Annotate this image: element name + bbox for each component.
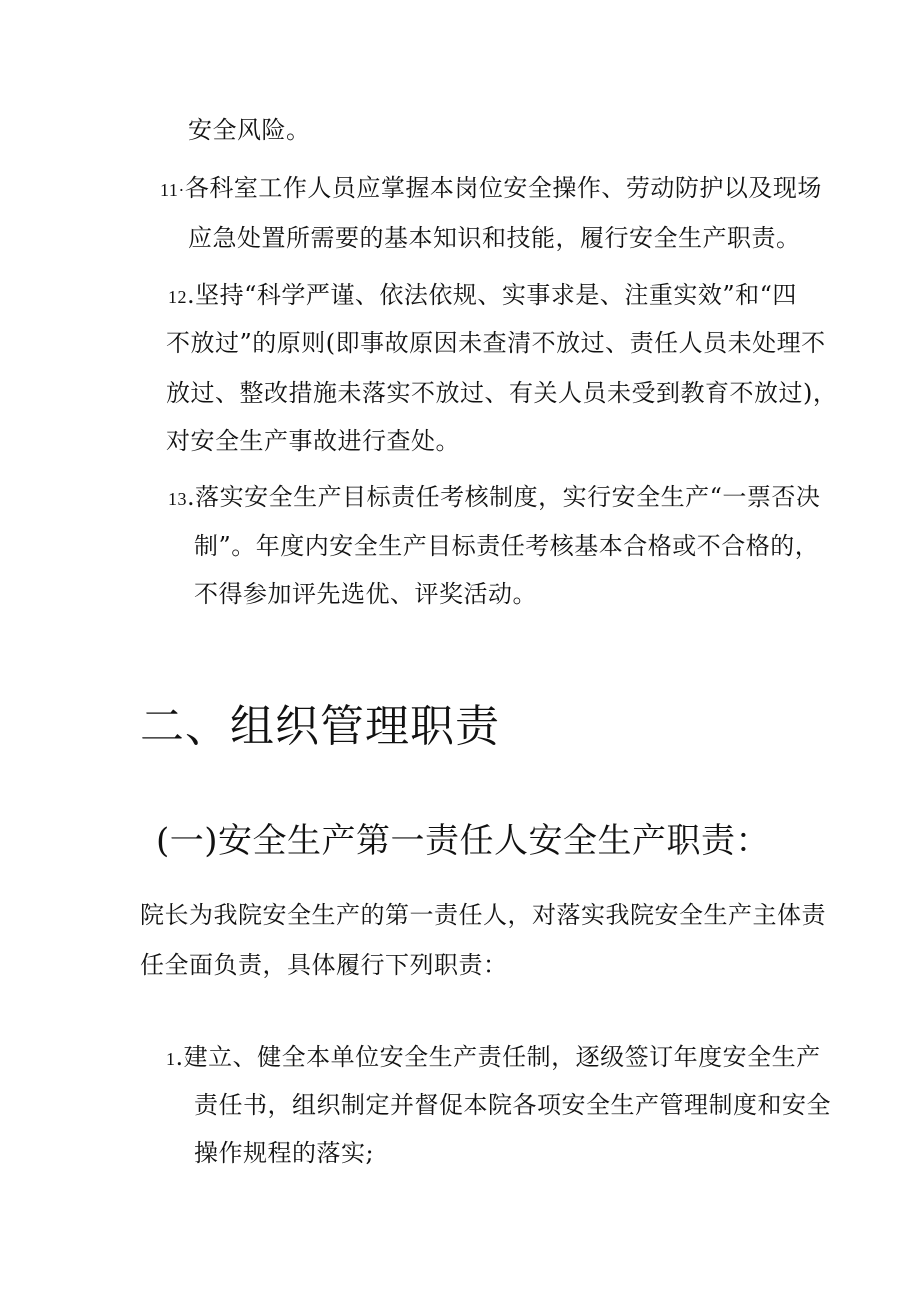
duty1-line3: 操作规程的落实;	[194, 1139, 375, 1167]
item11-text1: 各科室工作人员应掌握本岗位安全操作、劳动防护以及现场	[184, 174, 822, 202]
item12-number: 12	[168, 287, 187, 307]
duty1-number: 1	[166, 1049, 176, 1069]
item11-line2: 应急处置所需要的基本知识和技能，履行安全生产职责。	[188, 224, 801, 252]
item12-text1: .坚持“科学严谨、依法依规、实事求是、注重实效”和“四	[187, 281, 797, 309]
item12-line2: 不放过”的原则(即事故原因未查清不放过、责任人员未处理不	[166, 329, 826, 357]
item13-line3: 不得参加评先选优、评奖活动。	[194, 580, 537, 608]
item13-number: 13	[168, 489, 187, 509]
item13-text1: .落实安全生产目标责任考核制度，实行安全生产“一票否决	[187, 483, 821, 511]
item10-tail: 安全风险。	[188, 116, 311, 144]
duty1-text1: .建立、健全本单位安全生产责任制，逐级签订年度安全生产	[175, 1043, 821, 1071]
item11-line1	[160, 172, 822, 206]
intro-line1: 院长为我院安全生产的第一责任人，对落实我院安全生产主体责	[140, 901, 826, 929]
duty1-line2: 责任书，组织制定并督促本院各项安全生产管理制度和安全	[194, 1091, 831, 1119]
item12-line4: 对安全生产事故进行查处。	[166, 427, 460, 455]
item13-line2: 制”。年度内安全生产目标责任考核基本合格或不合格的，	[194, 532, 820, 560]
section-heading: 二、组织管理职责	[140, 701, 500, 752]
item12-line1	[168, 279, 797, 313]
item12-line3: 放过、整改措施未落实不放过、有关人员未受到教育不放过)，	[166, 379, 838, 407]
intro-line2: 任全面负责，具体履行下列职责：	[140, 951, 508, 979]
subsection-heading: (一)安全生产第一责任人安全生产职责：	[156, 821, 771, 861]
item11-number: 11·	[160, 180, 185, 200]
item13-line1	[168, 481, 820, 515]
duty1-line1	[166, 1041, 821, 1075]
